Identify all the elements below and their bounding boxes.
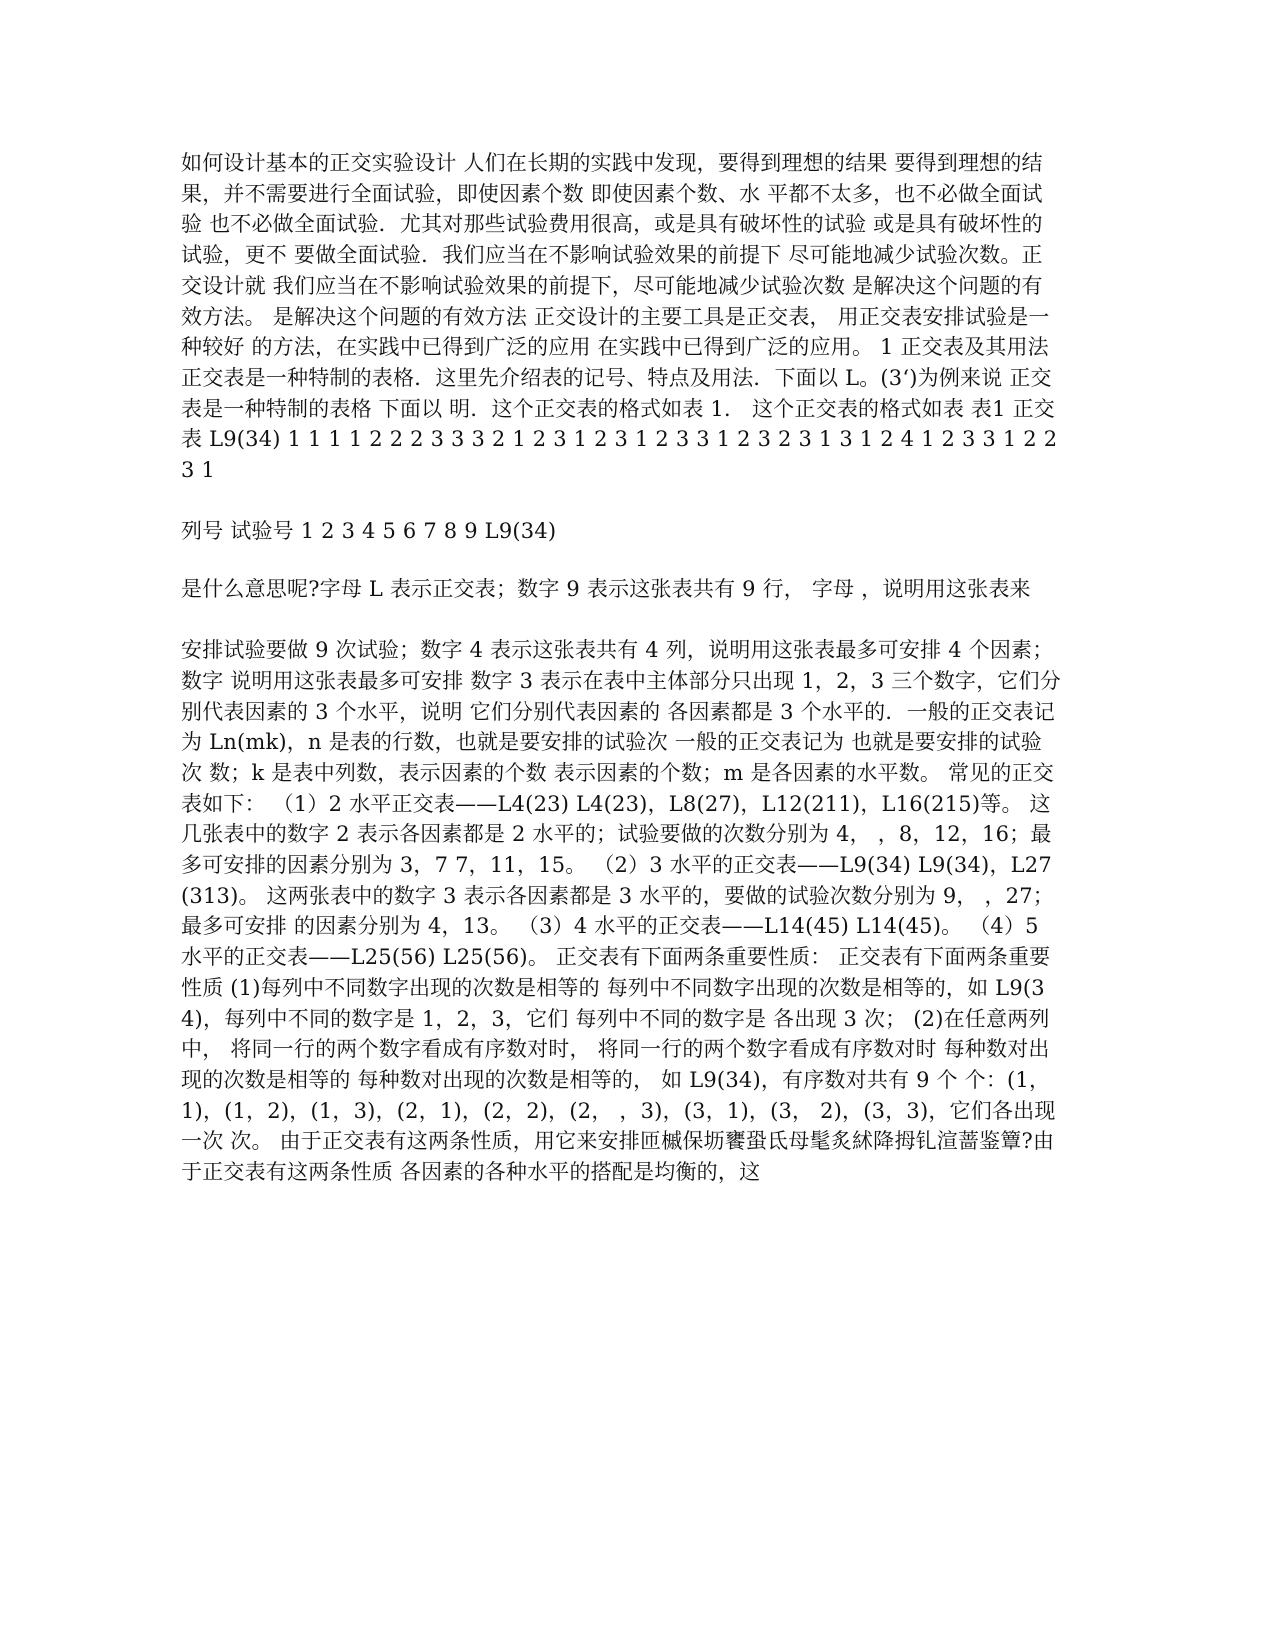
document-page bbox=[181, 148, 1061, 1218]
paragraph-meaning: 是什么意思呢?字母 L 表示正交表；数字 9 表示这张表共有 9 行， 字母 ，说明用这张表来 bbox=[181, 577, 1031, 602]
paragraph-intro: 如何设计基本的正交实验设计 人们在长期的实践中发现，要得到理想的结果 要得到理想的结果，并不需要进行全面试验，即使因素个数 即使因素个数、水 平都不太多，也不必做全面试验 也不必做全面试验．尤其对那些试验费用很高，或是具有破坏性的试验 或是具有破坏性的试验，更不 要做全面试验．我们应当在不影响试验效果的前提下 尽可能地减少试验次数。正交设计就 我们应当在不影响试验效果的前提下，尽可能地减少试验次数 是解决这个问题的有效方法。 是解决这个问题的有效方法 正交设计的主要工具是正交表， 用正交表安排试验是一种较好 的方法，在实践中已得到广泛的应用 在实践中已得到广泛的应用。 1 正交表及其用法 正交表是一种特制的表格．这里先介绍表的记号、特点及用法．下面以 L。(3‘)为例来说 正交表是一种特制的表格 下面以 明．这个正交表的格式如表 1． 这个正交表的格式如表 表1 正交表 L9(34) 1 1 1 1 2 2 2 3 3 3 2 1 2 3 1 2 3 1 2 3 3 1 2 3 2 3 1 3 1 2 4 1 2 3 3 1 2 2 3 1 bbox=[181, 151, 1058, 483]
paragraph-table-header: 列号 试验号 1 2 3 4 5 6 7 8 9 L9(34) bbox=[181, 518, 557, 543]
paragraph-properties: 安排试验要做 9 次试验；数字 4 表示这张表共有 4 列，说明用这张表最多可安排 4 个因素； 数字 说明用这张表最多可安排 数字 3 表示在表中主体部分只出现 1，2，3 三个数字，它们分别代表因素的 3 个水平，说明 它们分别代表因素的 各因素都是 3 个水平的．一般的正交表记为 Ln(mk)，n 是表的行数，也就是要安排的试验次 一般的正交表记为 也就是要安排的试验次 数；k 是表中列数，表示因素的个数 表示因素的个数；m 是各因素的水平数。 常见的正交表如下： （1）2 水平正交表——L4(23) L4(23)，L8(27)，L12(211)，L16(215)等。 这几张表中的数字 2 表示各因素都是 2 水平的；试验要做的次数分别为 4， ，8，12，16；最 多可安排的因素分别为 3，7 7，11，15。 （2）3 水平的正交表——L9(34) L9(34)，L27(313)。 这两张表中的数字 3 表示各因素都是 3 水平的，要做的试验次数分别为 9， ，27；最多可安排 的因素分别为 4，13。 （3）4 水平的正交表——L14(45) L14(45)。 （4）5 水平的正交表——L25(56) L25(56)。 正交表有下面两条重要性质： 正交表有下面两条重要性质 (1)每列中不同数字出现的次数是相等的 每列中不同数字出现的次数是相等的，如 L9(34)，每列中不同的数字是 1，2，3，它们 每列中不同的数字是 各出现 3 次； (2)在任意两列中， 将同一行的两个数字看成有序数对时， 将同一行的两个数字看成有序数对时 每种数对出现的次数是相等的 每种数对出现的次数是相等的， 如 L9(34)，有序数对共有 9 个 个：(1，1)，(1，2)，(1，3)，(2，1)，(2，2)，(2， ，3)，(3，1)，(3， 2)，(3，3)，它们各出现一次 次。 由于正交表有这两条性质，用它来安排匝槭保坜饔蛩氐母髦炙絉降拇钆渲蔷鉴簟?由于正交表有这两条性质 各因素的各种水平的搭配是均衡的，这 bbox=[181, 638, 1061, 1185]
